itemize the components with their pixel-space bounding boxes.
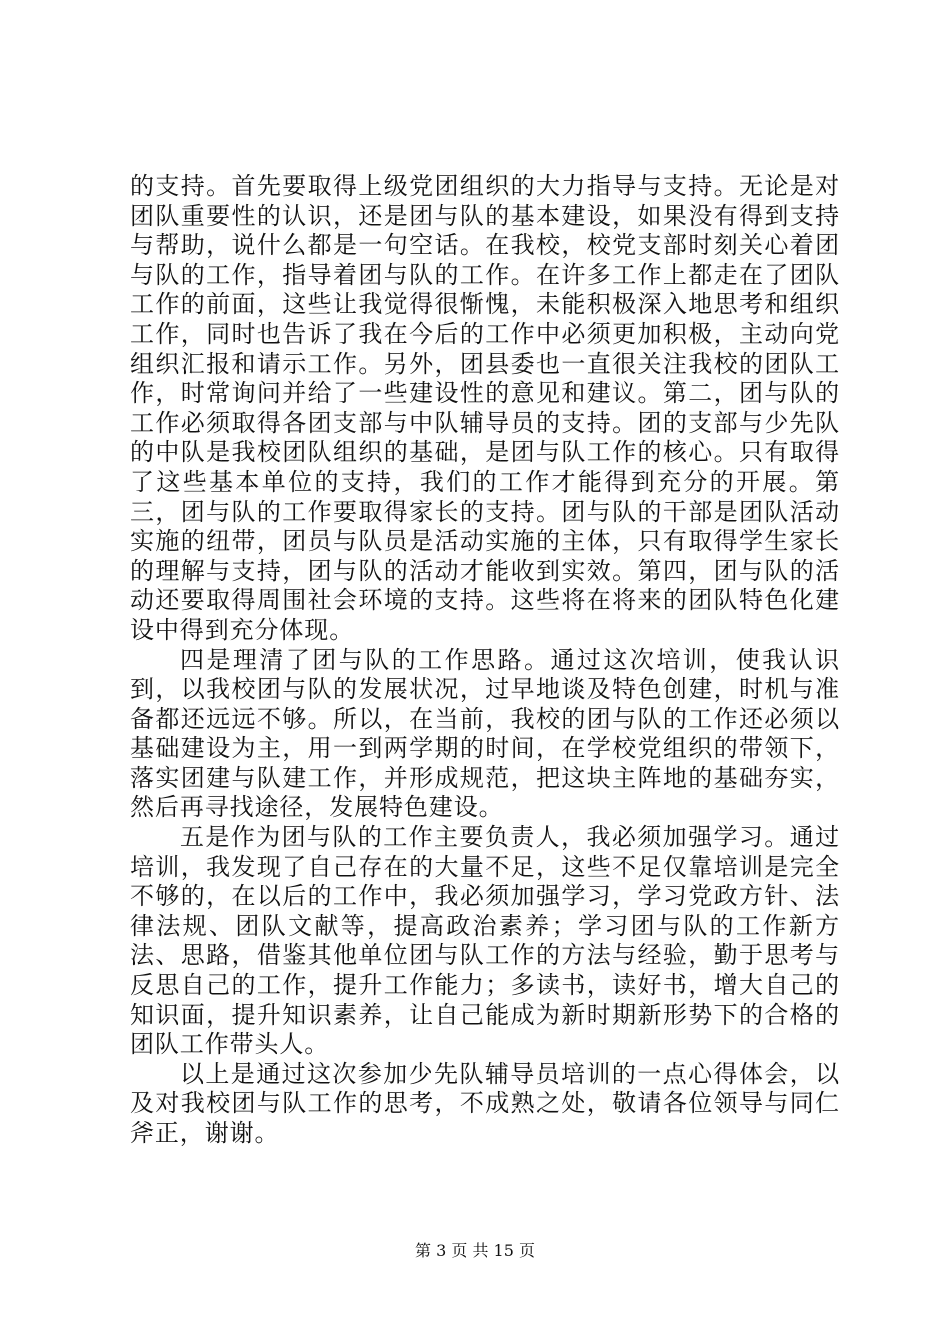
paragraph-point-four: 四是理清了团与队的工作思路。通过这次培训，使我认识到，以我校团与队的发展状况，过早地谈及特色创建，时机与准备都还远远不够。所以，在当前，我校的团与队的工作还必须以基础建设为主，用一到两学期的时间，在学校党组织的带领下，落实团建与队建工作，并形成规范，把这块主阵地的基础夯实，然后再寻找途径，发展特色建设。 [130, 645, 840, 822]
paragraph-continuation: 的支持。首先要取得上级党团组织的大力指导与支持。无论是对团队重要性的认识，还是团与队的基本建设，如果没有得到支持与帮助，说什么都是一句空话。在我校，校党支部时刻关心着团与队的工作，指导着团与队的工作。在许多工作上都走在了团队工作的前面，这些让我觉得很惭愧，未能积极深入地思考和组织工作，同时也告诉了我在今后的工作中必须更加积极，主动向党组织汇报和请示工作。另外，团县委也一直很关注我校的团队工作，时常询问并给了一些建设性的意见和建议。第二，团与队的工作必须取得各团支部与中队辅导员的支持。团的支部与少先队的中队是我校团队组织的基础，是团与队工作的核心。只有取得了这些基本单位的支持，我们的工作才能得到充分的开展。第三，团与队的工作要取得家长的支持。团与队的干部是团队活动实施的纽带，团员与队员是活动实施的主体，只有取得学生家长的理解与支持，团与队的活动才能收到实效。第四，团与队的活动还要取得周围社会环境的支持。这些将在将来的团队特色化建设中得到充分体现。 [130, 172, 840, 644]
document-body [130, 172, 840, 1149]
paragraph-conclusion: 以上是通过这次参加少先队辅导员培训的一点心得体会，以及对我校团与队工作的思考，不成熟之处，敬请各位领导与同仁斧正，谢谢。 [130, 1059, 840, 1147]
paragraph-point-five: 五是作为团与队的工作主要负责人，我必须加强学习。通过培训，我发现了自己存在的大量不足，这些不足仅靠培训是完全不够的，在以后的工作中，我必须加强学习，学习党政方针、法律法规、团队文献等，提高政治素养；学习团与队的工作新方法、思路，借鉴其他单位团与队工作的方法与经验，勤于思考与反思自己的工作，提升工作能力；多读书，读好书，增大自己的知识面，提升知识素养，让自己能成为新时期新形势下的合格的团队工作带头人。 [130, 823, 840, 1059]
page-number-footer: 第 3 页 共 15 页 [415, 1241, 535, 1260]
